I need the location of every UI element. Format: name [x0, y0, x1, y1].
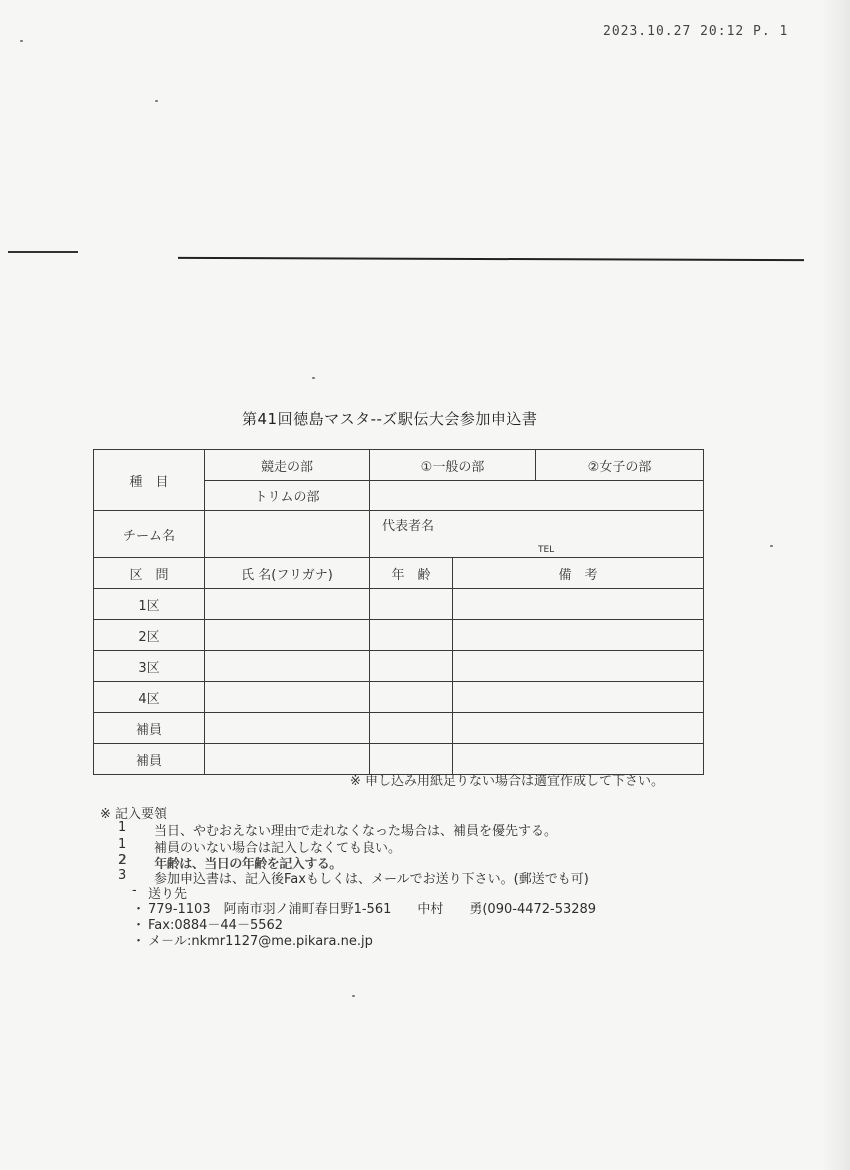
runner-name-field[interactable] [205, 744, 370, 775]
runner-remarks-field[interactable] [453, 682, 704, 713]
table-row [94, 651, 704, 682]
runner-age-field[interactable] [370, 620, 453, 651]
runner-name-field[interactable] [205, 589, 370, 620]
section-label: 4区 [94, 682, 205, 713]
runner-remarks-field[interactable] [453, 589, 704, 620]
instruction-text: 参加申込書は、記入後Faxもしくは、メールでお送り下さい。(郵送でも可) [154, 872, 589, 887]
email-address: メ－ル:nkmr1127@me.pikara.ne.jp [148, 934, 373, 949]
instruction-number: 3 [118, 868, 127, 883]
instruction-number: 2 [118, 853, 126, 868]
bullet-dot: ・ [132, 934, 146, 949]
trim-division-options[interactable] [370, 481, 704, 511]
section-label: 補員 [94, 713, 205, 744]
runner-name-field[interactable] [205, 682, 370, 713]
runner-name-field[interactable] [205, 620, 370, 651]
category-label: 種 目 [94, 450, 205, 511]
scan-speck [770, 545, 773, 547]
table-row [94, 620, 704, 651]
section-label: 1区 [94, 589, 205, 620]
trim-division: トリムの部 [205, 481, 370, 511]
header-section: 区 問 [94, 558, 205, 589]
runner-remarks-field[interactable] [453, 620, 704, 651]
bullet-dot: - [132, 883, 137, 898]
runner-name-field[interactable] [205, 713, 370, 744]
runner-remarks-field[interactable] [453, 713, 704, 744]
runner-age-field[interactable] [370, 651, 453, 682]
team-name-label: チーム名 [94, 511, 205, 558]
runner-remarks-field[interactable] [453, 651, 704, 682]
representative-label: 代表者名 [382, 519, 435, 534]
scan-speck [20, 40, 23, 42]
header-age: 年 齢 [370, 558, 453, 589]
section-label: 2区 [94, 620, 205, 651]
team-name-field[interactable] [205, 511, 370, 558]
send-to-label: 送り先 [148, 887, 188, 902]
scan-speck [155, 100, 158, 102]
womens-division: ②女子の部 [536, 450, 704, 481]
runner-name-field[interactable] [205, 651, 370, 682]
form-title: 第41回徳島マスタ--ズ駅伝大会参加申込書 [242, 410, 538, 428]
header-name: 氏 名(フリガナ) [205, 558, 370, 589]
page-edge-shadow [822, 0, 850, 1170]
runner-age-field[interactable] [370, 589, 453, 620]
general-division: ①一般の部 [370, 450, 536, 481]
scan-speck [352, 995, 355, 997]
race-division: 競走の部 [205, 450, 370, 481]
table-footnote: ※ 申し込み用紙足りない場合は適宜作成して下さい。 [350, 774, 665, 789]
instructions-heading: ※ 記入要領 [100, 807, 168, 822]
runner-age-field[interactable] [370, 682, 453, 713]
divider-short [8, 251, 78, 253]
fax-header: 2023.10.27 20:12 P. 1 [603, 24, 789, 39]
instruction-text: 年齢は、当日の年齢を記入する。 [154, 857, 342, 872]
scan-speck [312, 377, 315, 379]
runner-age-field[interactable] [370, 713, 453, 744]
fax-number: Fax:0884－44－5562 [148, 918, 284, 933]
instruction-text: 当日、やむおえない理由で走れなくなった場合は、補員を優先する。 [154, 824, 558, 839]
tel-label: TEL [538, 545, 555, 555]
instruction-number: 1 [118, 820, 127, 835]
table-row [94, 682, 704, 713]
table-row [94, 589, 704, 620]
bullet-dot: ・ [132, 902, 146, 917]
mailing-address: 779-1103 阿南市羽ノ浦町春日野1-561 中村 勇(090-4472-53289 [148, 902, 597, 917]
divider-long [178, 257, 804, 261]
table-row [94, 713, 704, 744]
representative-field[interactable] [370, 511, 704, 558]
section-label: 補員 [94, 744, 205, 775]
header-remarks: 備 考 [453, 558, 704, 589]
instruction-number: 1 [118, 837, 127, 852]
instruction-text: 補員のいない場合は記入しなくても良い。 [154, 841, 402, 856]
bullet-dot: ・ [132, 918, 146, 933]
application-form-table [93, 449, 704, 775]
section-label: 3区 [94, 651, 205, 682]
